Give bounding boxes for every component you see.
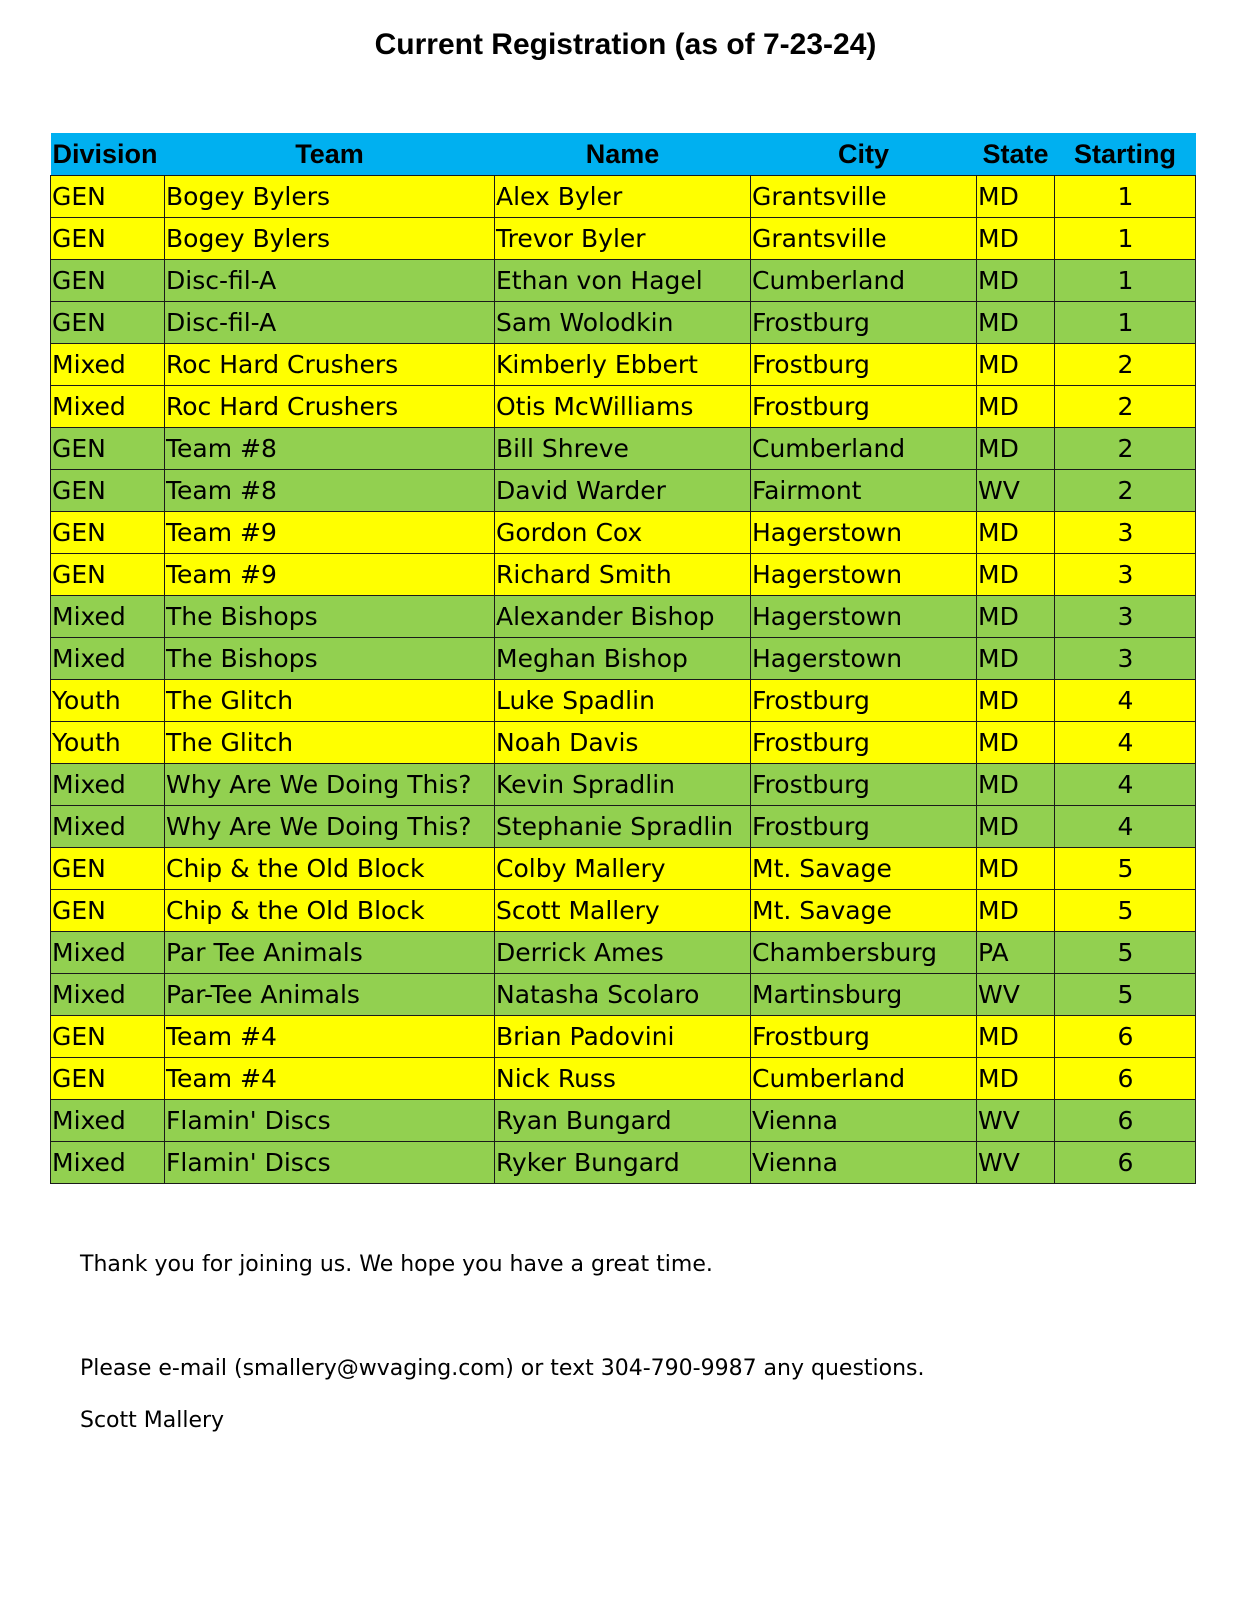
cell-starting: 1 (1055, 260, 1196, 302)
cell-state: MD (977, 386, 1055, 428)
cell-name: Colby Mallery (495, 848, 751, 890)
cell-name: Stephanie Spradlin (495, 806, 751, 848)
cell-name: Ryker Bungard (495, 1142, 751, 1184)
cell-team: Team #8 (165, 470, 495, 512)
cell-state: MD (977, 1058, 1055, 1100)
cell-name: Noah Davis (495, 722, 751, 764)
cell-starting: 6 (1055, 1058, 1196, 1100)
cell-team: Roc Hard Crushers (165, 386, 495, 428)
cell-city: Frostburg (751, 764, 977, 806)
table-row (51, 1058, 1196, 1100)
cell-division: Mixed (51, 764, 165, 806)
cell-starting: 3 (1055, 512, 1196, 554)
cell-team: The Bishops (165, 638, 495, 680)
cell-name: Natasha Scolaro (495, 974, 751, 1016)
cell-division: Youth (51, 680, 165, 722)
cell-city: Hagerstown (751, 512, 977, 554)
contact-text: Please e-mail (smallery@wvaging.com) or text 304-790-9987 any questions. (80, 1356, 925, 1381)
cell-team: Team #4 (165, 1058, 495, 1100)
cell-city: Frostburg (751, 806, 977, 848)
cell-name: Otis McWilliams (495, 386, 751, 428)
cell-division: GEN (51, 1016, 165, 1058)
cell-state: MD (977, 218, 1055, 260)
cell-state: WV (977, 1142, 1055, 1184)
cell-division: GEN (51, 260, 165, 302)
column-header-team: Team (165, 133, 495, 176)
cell-city: Hagerstown (751, 638, 977, 680)
cell-city: Frostburg (751, 386, 977, 428)
cell-city: Fairmont (751, 470, 977, 512)
cell-state: MD (977, 428, 1055, 470)
cell-division: Mixed (51, 1142, 165, 1184)
cell-city: Hagerstown (751, 554, 977, 596)
page-title: Current Registration (as of 7-23-24) (374, 28, 877, 61)
cell-name: Brian Padovini (495, 1016, 751, 1058)
cell-state: MD (977, 848, 1055, 890)
signature-text: Scott Mallery (80, 1408, 225, 1433)
cell-division: GEN (51, 218, 165, 260)
cell-division: Youth (51, 722, 165, 764)
table-row (51, 554, 1196, 596)
column-header-name: Name (495, 133, 751, 176)
table-row (51, 1142, 1196, 1184)
column-header-city: City (751, 133, 977, 176)
cell-starting: 4 (1055, 680, 1196, 722)
cell-division: GEN (51, 302, 165, 344)
cell-division: GEN (51, 176, 165, 218)
cell-state: WV (977, 1100, 1055, 1142)
column-header-division: Division (51, 133, 165, 176)
cell-starting: 3 (1055, 554, 1196, 596)
table-row (51, 386, 1196, 428)
cell-starting: 6 (1055, 1142, 1196, 1184)
cell-city: Chambersburg (751, 932, 977, 974)
cell-division: Mixed (51, 386, 165, 428)
cell-name: Ryan Bungard (495, 1100, 751, 1142)
cell-city: Cumberland (751, 428, 977, 470)
cell-team: Chip & the Old Block (165, 848, 495, 890)
cell-name: Sam Wolodkin (495, 302, 751, 344)
cell-state: MD (977, 512, 1055, 554)
cell-starting: 5 (1055, 974, 1196, 1016)
cell-city: Cumberland (751, 1058, 977, 1100)
cell-division: Mixed (51, 596, 165, 638)
cell-division: GEN (51, 890, 165, 932)
cell-starting: 2 (1055, 470, 1196, 512)
cell-state: MD (977, 302, 1055, 344)
cell-team: Flamin' Discs (165, 1142, 495, 1184)
cell-starting: 2 (1055, 428, 1196, 470)
cell-starting: 5 (1055, 848, 1196, 890)
cell-state: MD (977, 890, 1055, 932)
cell-division: GEN (51, 428, 165, 470)
table-header-row (51, 133, 1196, 176)
cell-name: Alex Byler (495, 176, 751, 218)
cell-name: David Warder (495, 470, 751, 512)
column-header-starting: Starting (1055, 133, 1196, 176)
cell-city: Frostburg (751, 680, 977, 722)
cell-team: Par Tee Animals (165, 932, 495, 974)
cell-team: Flamin' Discs (165, 1100, 495, 1142)
table-row (51, 848, 1196, 890)
table-row (51, 596, 1196, 638)
cell-team: Chip & the Old Block (165, 890, 495, 932)
cell-starting: 5 (1055, 890, 1196, 932)
cell-starting: 2 (1055, 386, 1196, 428)
cell-name: Bill Shreve (495, 428, 751, 470)
cell-team: Team #8 (165, 428, 495, 470)
table-row (51, 470, 1196, 512)
table-row (51, 512, 1196, 554)
cell-division: Mixed (51, 1100, 165, 1142)
table-row (51, 974, 1196, 1016)
cell-city: Frostburg (751, 344, 977, 386)
cell-starting: 3 (1055, 638, 1196, 680)
cell-starting: 1 (1055, 302, 1196, 344)
cell-name: Kimberly Ebbert (495, 344, 751, 386)
cell-name: Trevor Byler (495, 218, 751, 260)
cell-starting: 5 (1055, 932, 1196, 974)
cell-name: Gordon Cox (495, 512, 751, 554)
table-row (51, 764, 1196, 806)
cell-division: GEN (51, 1058, 165, 1100)
cell-city: Cumberland (751, 260, 977, 302)
column-header-state: State (977, 133, 1055, 176)
table-row (51, 260, 1196, 302)
cell-state: MD (977, 764, 1055, 806)
cell-city: Vienna (751, 1100, 977, 1142)
cell-name: Alexander Bishop (495, 596, 751, 638)
cell-state: MD (977, 176, 1055, 218)
cell-team: Bogey Bylers (165, 176, 495, 218)
table-row (51, 1016, 1196, 1058)
cell-city: Frostburg (751, 722, 977, 764)
table-body (51, 176, 1196, 1184)
cell-city: Hagerstown (751, 596, 977, 638)
cell-name: Scott Mallery (495, 890, 751, 932)
cell-team: Team #9 (165, 554, 495, 596)
table-row (51, 806, 1196, 848)
cell-team: Team #9 (165, 512, 495, 554)
thank-you-text: Thank you for joining us. We hope you have a great time. (80, 1252, 713, 1277)
cell-division: Mixed (51, 806, 165, 848)
table-row (51, 302, 1196, 344)
table-row (51, 680, 1196, 722)
cell-state: PA (977, 932, 1055, 974)
cell-name: Nick Russ (495, 1058, 751, 1100)
cell-city: Frostburg (751, 1016, 977, 1058)
cell-name: Meghan Bishop (495, 638, 751, 680)
cell-name: Kevin Spradlin (495, 764, 751, 806)
cell-team: Disc-fil-A (165, 302, 495, 344)
cell-state: WV (977, 470, 1055, 512)
cell-state: MD (977, 806, 1055, 848)
cell-team: The Bishops (165, 596, 495, 638)
cell-state: MD (977, 638, 1055, 680)
cell-team: Why Are We Doing This? (165, 806, 495, 848)
cell-starting: 1 (1055, 176, 1196, 218)
table-row (51, 176, 1196, 218)
cell-team: Why Are We Doing This? (165, 764, 495, 806)
cell-state: MD (977, 722, 1055, 764)
cell-starting: 3 (1055, 596, 1196, 638)
cell-city: Mt. Savage (751, 848, 977, 890)
cell-division: Mixed (51, 932, 165, 974)
cell-city: Martinsburg (751, 974, 977, 1016)
cell-state: MD (977, 344, 1055, 386)
cell-state: MD (977, 260, 1055, 302)
cell-state: MD (977, 1016, 1055, 1058)
table-row (51, 218, 1196, 260)
cell-state: MD (977, 680, 1055, 722)
cell-city: Vienna (751, 1142, 977, 1184)
cell-starting: 2 (1055, 344, 1196, 386)
cell-name: Ethan von Hagel (495, 260, 751, 302)
cell-name: Derrick Ames (495, 932, 751, 974)
cell-team: The Glitch (165, 680, 495, 722)
cell-name: Luke Spadlin (495, 680, 751, 722)
cell-team: Team #4 (165, 1016, 495, 1058)
cell-team: Bogey Bylers (165, 218, 495, 260)
table-row (51, 428, 1196, 470)
cell-team: The Glitch (165, 722, 495, 764)
cell-city: Grantsville (751, 176, 977, 218)
cell-name: Richard Smith (495, 554, 751, 596)
cell-starting: 4 (1055, 806, 1196, 848)
cell-starting: 6 (1055, 1016, 1196, 1058)
cell-team: Par-Tee Animals (165, 974, 495, 1016)
cell-team: Roc Hard Crushers (165, 344, 495, 386)
table-row (51, 638, 1196, 680)
cell-team: Disc-fil-A (165, 260, 495, 302)
registration-table (50, 133, 1196, 1184)
table-row (51, 932, 1196, 974)
cell-city: Mt. Savage (751, 890, 977, 932)
cell-starting: 4 (1055, 722, 1196, 764)
table-row (51, 890, 1196, 932)
cell-state: MD (977, 554, 1055, 596)
cell-division: GEN (51, 512, 165, 554)
cell-division: Mixed (51, 344, 165, 386)
table-row (51, 722, 1196, 764)
cell-starting: 4 (1055, 764, 1196, 806)
table-row (51, 1100, 1196, 1142)
cell-division: GEN (51, 554, 165, 596)
cell-starting: 6 (1055, 1100, 1196, 1142)
cell-city: Frostburg (751, 302, 977, 344)
table-row (51, 344, 1196, 386)
cell-state: MD (977, 596, 1055, 638)
cell-division: GEN (51, 470, 165, 512)
cell-state: WV (977, 974, 1055, 1016)
cell-city: Grantsville (751, 218, 977, 260)
cell-division: Mixed (51, 638, 165, 680)
cell-division: Mixed (51, 974, 165, 1016)
cell-division: GEN (51, 848, 165, 890)
cell-starting: 1 (1055, 218, 1196, 260)
